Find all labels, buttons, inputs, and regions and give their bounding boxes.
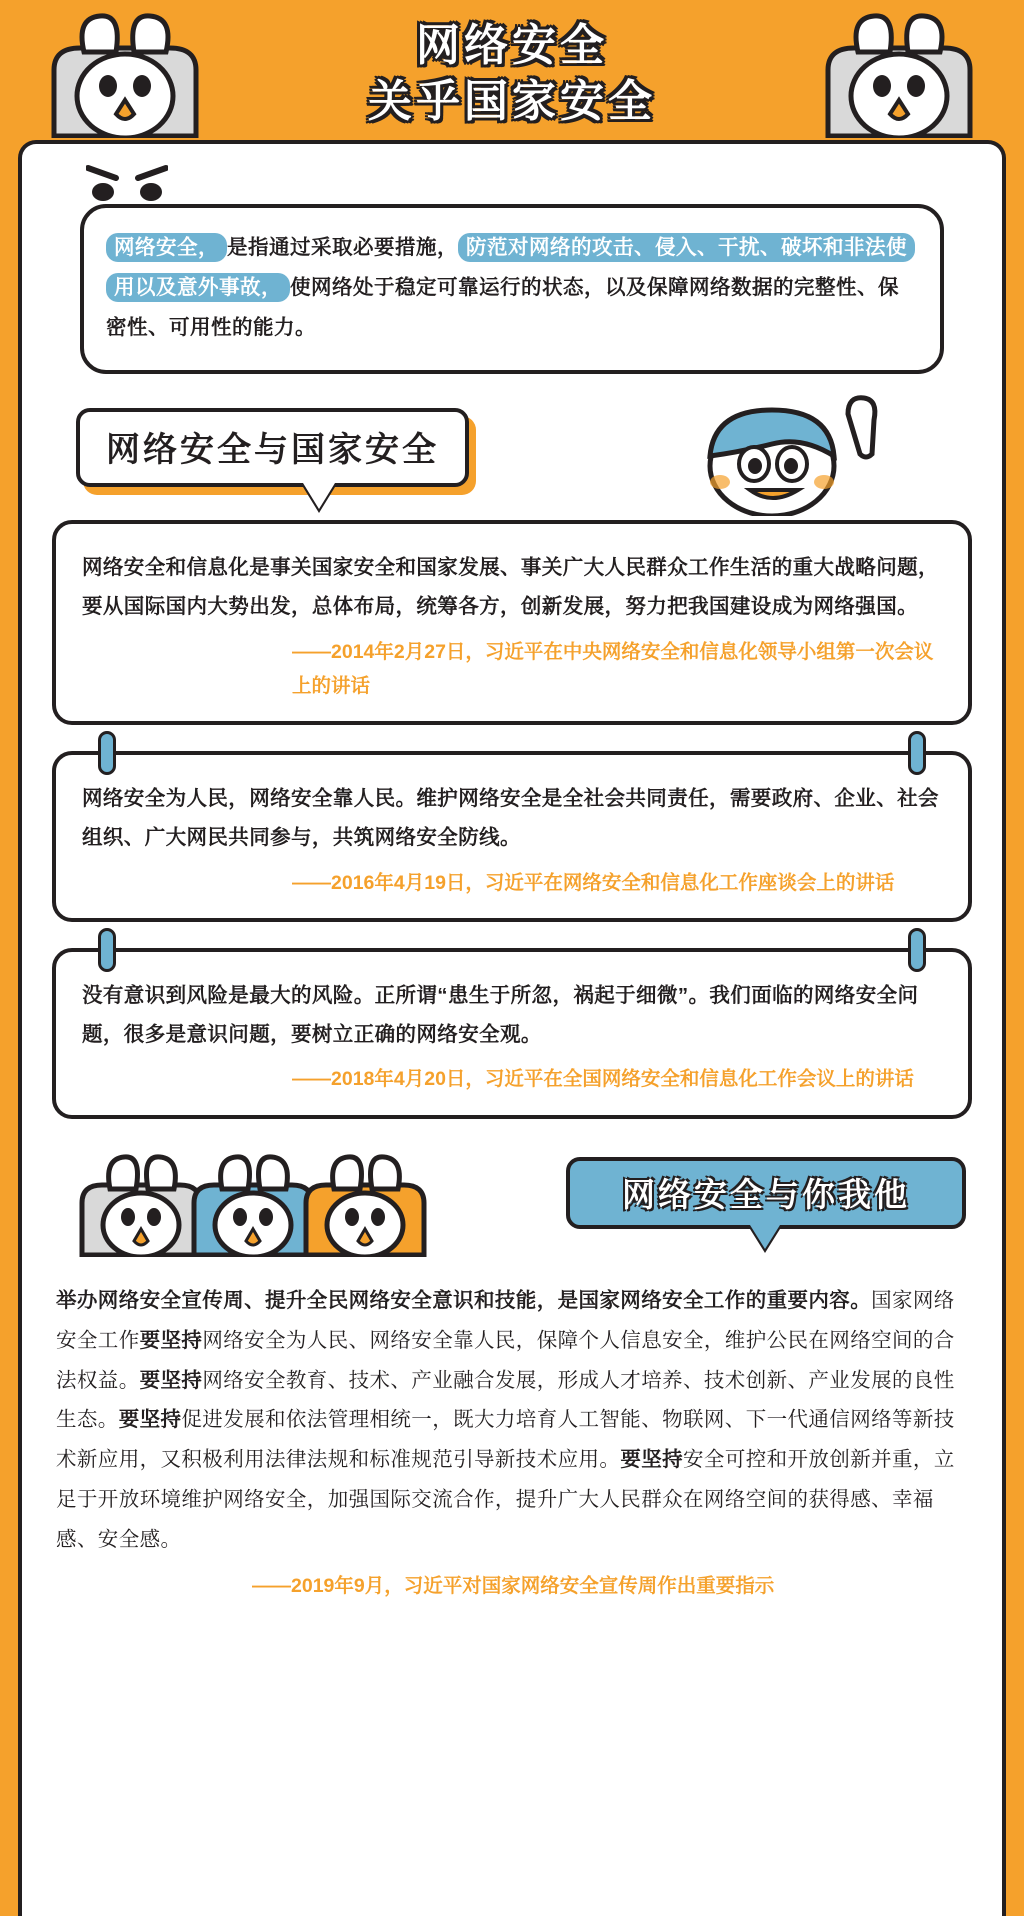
page-title-line1: 网络安全 <box>416 20 608 70</box>
paragraph-segment-7: 促进发展和依法管理相统一，既大力培育人工智能、物联网、下一代通信网络等新技术新应用，又积极利用法律法规和标准规范引导新技术应用。 <box>56 1408 955 1472</box>
paragraph-segment-1: 国家网络安全工作 <box>56 1288 955 1352</box>
paragraph-segment-6: 要坚持 <box>118 1408 182 1432</box>
paragraph-segment-0: 举办网络安全宣传周、提升全民网络安全意识和技能，是国家网络安全工作的重要内容。 <box>56 1288 872 1312</box>
section2-source: ——2019年9月，习近平对国家网络安全宣传周作出重要指示 <box>252 1575 775 1598</box>
page-header <box>0 0 1024 148</box>
page-title-line2: 关乎国家安全 <box>368 77 656 126</box>
staple-icon <box>98 928 116 972</box>
quote-card <box>52 751 972 922</box>
definition-text <box>80 204 944 374</box>
paragraph-segment-8: 要坚持 <box>620 1448 684 1472</box>
waving-mascot-icon <box>652 394 912 516</box>
section2-title: 网络安全与你我他 <box>622 1176 910 1214</box>
three-characters-icon <box>76 1145 456 1257</box>
quote-text: 网络安全和信息化是事关国家安全和国家发展、事关广大人民群众工作生活的重大战略问题，要从国际国内大势出发，总体布局，统筹各方，创新发展，努力把我国建设成为网络强国。 <box>82 555 939 619</box>
quote-source: ——2016年4月19日，习近平在网络安全和信息化工作座谈会上的讲话 <box>292 871 895 894</box>
quote-source: ——2018年4月20日，习近平在全国网络安全和信息化工作会议上的讲话 <box>292 1068 914 1091</box>
section2-header <box>52 1145 972 1265</box>
paragraph-segment-9: 安全可控和开放创新并重，立足于开放环境维护网络安全，加强国际交流合作，提升广大人民群众在网络空间的获得感、幸福感、安全感。 <box>56 1448 955 1552</box>
staple-icon <box>908 731 926 775</box>
quote-card <box>52 520 972 725</box>
head-character-icon <box>814 8 984 138</box>
staple-icon <box>908 928 926 972</box>
paragraph-segment-2: 要坚持 <box>139 1328 203 1352</box>
paragraph-segment-4: 要坚持 <box>139 1368 203 1392</box>
angry-eyes-icon <box>86 162 168 202</box>
staple-icon <box>98 731 116 775</box>
definition-part-3: 使网络处于稳定可靠运行的状态，以及保障网络数据的完整性、保密性、可用性的能力。 <box>106 275 899 339</box>
section2-paragraph <box>52 1281 972 1561</box>
section2-title-banner <box>566 1157 966 1229</box>
section1-header <box>52 408 972 512</box>
definition-part-0: 网络安全， <box>106 233 227 262</box>
quote-text: 网络安全为人民，网络安全靠人民。维护网络安全是全社会共同责任，需要政府、企业、社会组织、广大网民共同参与，共筑网络安全防线。 <box>82 786 939 850</box>
definition-block <box>80 204 944 374</box>
section1-title-tag <box>76 408 469 487</box>
content-sheet <box>18 140 1006 1916</box>
paragraph-segment-5: 网络安全教育、技术、产业融合发展，形成人才培养、技术创新、产业发展的良性生态。 <box>56 1368 955 1432</box>
quote-list <box>52 520 972 1119</box>
head-character-icon <box>40 8 210 138</box>
page-title <box>368 18 656 131</box>
paragraph-segment-3: 网络安全为人民、网络安全靠人民，保障个人信息安全，维护公民在网络空间的合法权益。 <box>56 1328 955 1392</box>
definition-part-1: 是指通过采取必要措施， <box>227 236 458 259</box>
quote-card <box>52 948 972 1119</box>
quote-text: 没有意识到风险是最大的风险。正所谓“患生于所忽，祸起于细微”。我们面临的网络安全问题，很多是意识问题，要树立正确的网络安全观。 <box>82 983 919 1047</box>
definition-part-2: 防范对网络的攻击、侵入、干扰、破坏和非法使用以及意外事故， <box>106 233 915 302</box>
section1-title: 网络安全与国家安全 <box>106 430 439 469</box>
quote-source: ——2014年2月27日，习近平在中央网络安全和信息化领导小组第一次会议上的讲话 <box>292 640 934 697</box>
